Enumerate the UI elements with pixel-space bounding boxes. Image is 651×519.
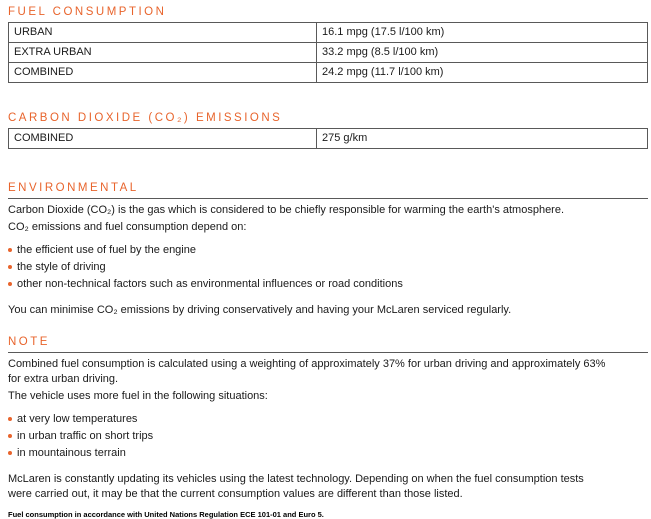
co2-emissions-section: [8, 112, 648, 149]
environmental-paragraph-3: You can minimise CO₂ emissions by driving conservatively and having your McLaren serviced regularly.: [8, 304, 512, 316]
row-value: 275 g/km: [317, 129, 648, 149]
list-item: [8, 260, 648, 274]
co2-emissions-heading: CARBON DIOXIDE (CO₂) EMISSIONS: [8, 112, 648, 129]
bullet-icon: [8, 248, 12, 252]
note-paragraph-3: McLaren is constantly updating its vehicles using the latest technology. Depending on when the fuel consumption tests were carried out, it may be that the current consumption values are different than those listed.: [8, 473, 584, 500]
list-item: [8, 277, 648, 291]
environmental-paragraph-1: Carbon Dioxide (CO₂) is the gas which is considered to be chiefly responsible for warming the earth's atmosphere.: [8, 204, 565, 216]
row-value: 24.2 mpg (11.7 l/100 km): [317, 63, 648, 83]
list-item-text: at very low temperatures: [17, 413, 138, 425]
bullet-icon: [8, 417, 12, 421]
table-row: [9, 129, 648, 149]
list-item-text: the efficient use of fuel by the engine: [17, 244, 196, 256]
list-item: [8, 446, 648, 460]
row-label: COMBINED: [9, 129, 317, 149]
list-item-text: other non-technical factors such as environmental influences or road conditions: [17, 278, 403, 290]
list-item-text: in urban traffic on short trips: [17, 430, 154, 442]
regulation-footnote: Fuel consumption in accordance with United Nations Regulation ECE 101-01 and Euro 5.: [8, 510, 324, 519]
note-paragraph-2: The vehicle uses more fuel in the following situations:: [8, 390, 268, 402]
fuel-consumption-section: [8, 6, 648, 83]
row-label: URBAN: [9, 23, 317, 43]
list-item-text: in mountainous terrain: [17, 447, 126, 459]
fuel-consumption-table: [8, 23, 648, 83]
environmental-section: [8, 182, 648, 318]
row-value: 16.1 mpg (17.5 l/100 km): [317, 23, 648, 43]
fuel-consumption-heading: FUEL CONSUMPTION: [8, 6, 648, 23]
bullet-icon: [8, 434, 12, 438]
note-paragraph-1: Combined fuel consumption is calculated using a weighting of approximately 37% for urban driving and approximately 63% for extra urban driving.: [8, 358, 606, 385]
bullet-icon: [8, 265, 12, 269]
environmental-paragraph-2: CO₂ emissions and fuel consumption depend on:: [8, 221, 247, 233]
row-label: COMBINED: [9, 63, 317, 83]
environmental-heading: ENVIRONMENTAL: [8, 182, 648, 199]
note-section: [8, 336, 648, 502]
row-label: EXTRA URBAN: [9, 43, 317, 63]
table-row: [9, 23, 648, 43]
bullet-icon: [8, 451, 12, 455]
environmental-bullet-list: [8, 243, 648, 291]
table-row: [9, 43, 648, 63]
list-item-text: the style of driving: [17, 261, 106, 273]
bullet-icon: [8, 282, 12, 286]
co2-emissions-table: [8, 129, 648, 149]
table-row: [9, 63, 648, 83]
list-item: [8, 243, 648, 257]
list-item: [8, 412, 648, 426]
note-bullet-list: [8, 412, 648, 460]
row-value: 33.2 mpg (8.5 l/100 km): [317, 43, 648, 63]
note-heading: NOTE: [8, 336, 648, 353]
list-item: [8, 429, 648, 443]
